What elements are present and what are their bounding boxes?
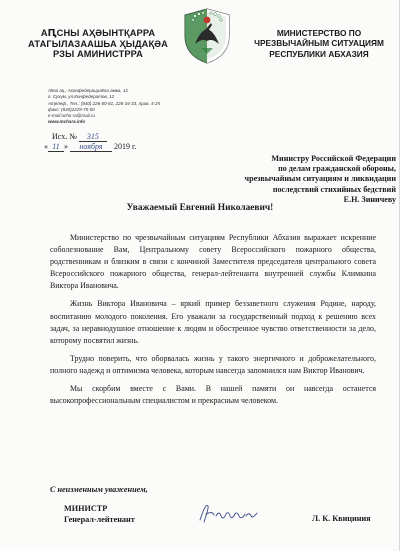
header-abkhaz	[18, 28, 178, 60]
addressee-line: Министру Российской Федерации	[271, 154, 396, 163]
addressee-line: по делам гражданской обороны,	[278, 164, 396, 174]
addressee-block	[224, 154, 396, 205]
reference-label: Исх. №	[52, 132, 77, 141]
date-day: 11	[48, 142, 64, 152]
handwritten-signature	[196, 500, 260, 526]
letter-date	[44, 142, 136, 152]
body-paragraph: Трудно поверить, что оборвалась жизнь у такого энергичного и доброжелательного, полного надежд и оптимизма человека, которым навсегда запомнился нам Виктор Иванович.	[50, 353, 376, 375]
date-open-quote: «	[44, 142, 48, 151]
contact-website: www.mchsra.info	[48, 119, 86, 125]
addressee-line: Е.Н. Зиничеву	[343, 194, 396, 204]
signatory-title-line: Генерал-лейтенант	[64, 515, 135, 524]
contact-block	[48, 88, 248, 126]
date-close-quote: »	[64, 142, 68, 151]
reference-value: 315	[79, 132, 107, 142]
contact-line: Аҟәа ақ., Аконфедерациаҟәа амҩа, 12	[48, 88, 128, 93]
letter-body	[50, 232, 376, 413]
header-russian-line: МИНИСТЕРСТВО ПО	[276, 28, 362, 38]
header-russian	[248, 28, 390, 59]
signatory-title	[64, 503, 135, 525]
date-month: ноября	[70, 142, 112, 152]
header-abkhaz-line: АԤСНЫ АҲӘЫНТҚАРРА	[40, 28, 156, 38]
contact-line: факс: (840)2229-75-50	[48, 106, 95, 112]
body-paragraph: Жизнь Виктора Ивановича – яркий пример беззаветного служения Родине, народу, воспитанию молодого поколения. Его уважали за государственный подход к решению всех задач, за неравнодушное отношение к людям и обостренное чувство ответственности за дело, которому посвятил жизнь.	[50, 299, 376, 345]
header-abkhaz-line: РЗЫ АМИНИСТРРА	[53, 49, 143, 59]
contact-line: г. Сухум, ул.Конфедератов, 12	[48, 94, 115, 100]
body-paragraph: Министерство по чрезвычайным ситуациям Республики Абхазия выражает искренние соболезнование Вам, Центральному совету Всероссийского пожарного общества, родственникам и близким в связи с кончиной Заместителя председателя центрального совета Всероссийского пожарного общества, генерал-лейтенанта внутренней службы Климкина Виктора Ивановича.	[50, 233, 376, 291]
header-russian-line: РЕСПУБЛИКИ АБХАЗИЯ	[269, 48, 369, 59]
coat-of-arms-emblem	[181, 6, 233, 66]
body-paragraph: Мы скорбим вместе с Вами. В нашей памяти он навсегда останется высокопрофессиональным специалистом и прекрасным человеком.	[50, 384, 376, 406]
header-russian-line: ЧРЕЗВЫЧАЙНЫМ СИТУАЦИЯМ	[254, 38, 384, 49]
signatory-title-line: МИНИСТР	[64, 504, 108, 513]
date-year: 2019 г.	[114, 142, 137, 151]
reference-number	[52, 132, 107, 142]
addressee-line: чрезвычайным ситуациям и ликвидации	[244, 174, 396, 184]
closing-phrase: С неизменным уважением,	[50, 485, 148, 494]
header-abkhaz-line: АТАГЫЛАЗААШЬА ҲЫДАҚӘА	[28, 38, 168, 49]
addressee-line: последствий стихийных бедствий	[272, 184, 396, 194]
salutation: Уважаемый Евгений Николаевич!	[126, 203, 274, 213]
signatory-name: Л. К. Квициния	[312, 514, 371, 523]
contact-line: e-mail:ucho-ra@mail.ru	[48, 113, 95, 119]
contact-line: Аҭелеф., Тел.: (840) 226-50-81, 226-34-33, прав. 4-25	[48, 100, 160, 106]
